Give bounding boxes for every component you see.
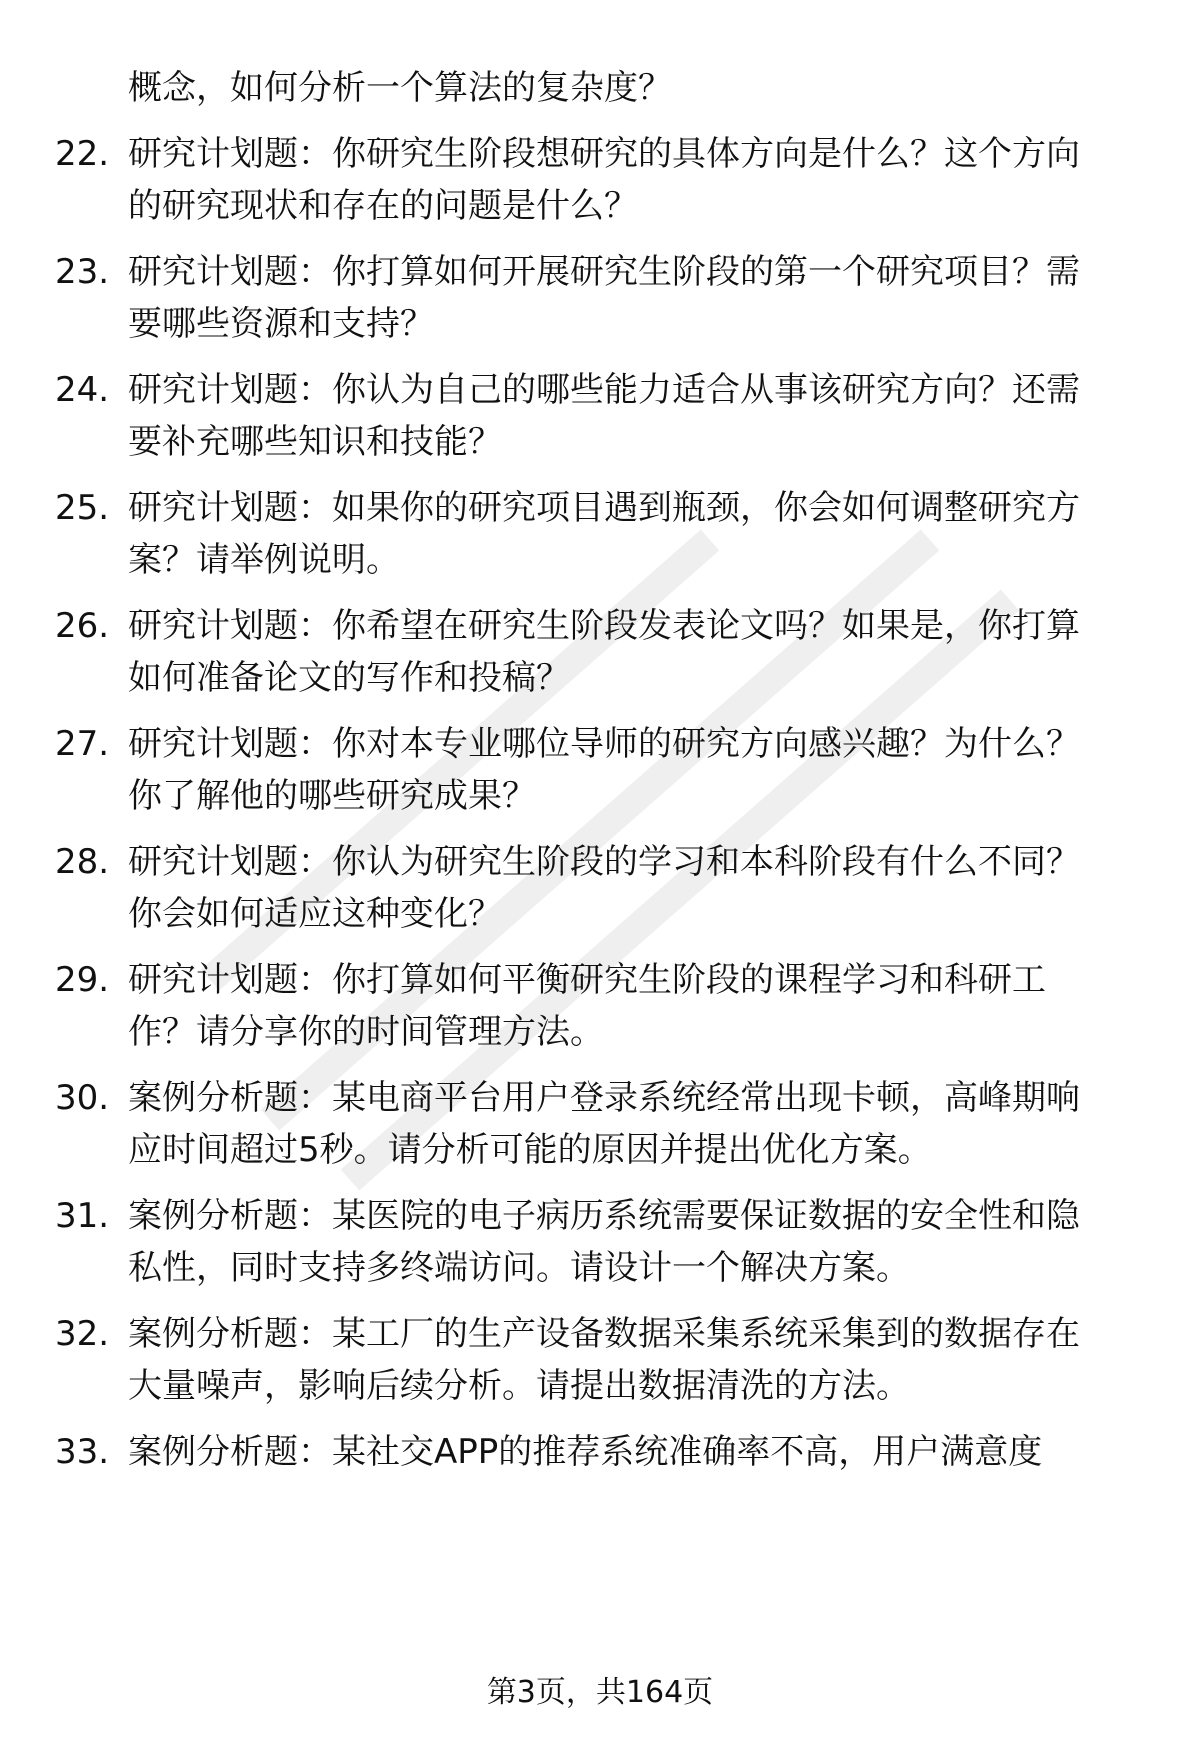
list-item [55,246,1145,350]
item-line: 案？请举例说明。 [128,540,400,580]
item-text [128,128,1138,232]
list-item [55,600,1145,704]
list-item [55,836,1145,940]
item-line: 你会如何适应这种变化？ [128,894,502,934]
item-line: 作？请分享你的时间管理方法。 [128,1012,604,1052]
page-footer: 第3页，共164页 [486,1675,714,1710]
item-line: 研究计划题：你对本专业哪位导师的研究方向感兴趣？为什么？ [128,724,1080,764]
item-line: 的研究现状和存在的问题是什么？ [128,186,638,226]
item-number: 28. [55,842,110,882]
item-number: 26. [55,606,110,646]
item-line: 研究计划题：你认为研究生阶段的学习和本科阶段有什么不同？ [128,842,1080,882]
item-line: 案例分析题：某工厂的生产设备数据采集系统采集到的数据存在 [128,1314,1080,1354]
item-line: 你了解他的哪些研究成果？ [128,776,536,816]
item-number: 31. [55,1196,110,1236]
list-item [55,1190,1145,1294]
item-line: 研究计划题：你打算如何平衡研究生阶段的课程学习和科研工 [128,960,1046,1000]
item-line: 研究计划题：你研究生阶段想研究的具体方向是什么？这个方向 [128,134,1080,174]
item-text [128,836,1138,940]
item-number: 23. [55,252,110,292]
item-line: 研究计划题：你希望在研究生阶段发表论文吗？如果是，你打算 [128,606,1080,646]
item-number: 29. [55,960,110,1000]
item-line: 应时间超过5秒。请分析可能的原因并提出优化方案。 [128,1130,932,1170]
list-item [55,718,1145,822]
item-number: 25. [55,488,110,528]
item-line: 案例分析题：某电商平台用户登录系统经常出现卡顿，高峰期响 [128,1078,1080,1118]
list-item [55,1426,1145,1478]
item-line: 私性，同时支持多终端访问。请设计一个解决方案。 [128,1248,910,1288]
item-number: 30. [55,1078,110,1118]
item-line: 要哪些资源和支持？ [128,304,434,344]
item-number: 27. [55,724,110,764]
continuation-text: 概念，如何分析一个算法的复杂度？ [128,68,672,108]
item-line: 研究计划题：你打算如何开展研究生阶段的第一个研究项目？需 [128,252,1080,292]
item-text [128,954,1138,1058]
item-line: 案例分析题：某社交APP的推荐系统准确率不高，用户满意度 [128,1432,1043,1472]
item-text [128,1308,1138,1412]
item-number: 32. [55,1314,110,1354]
list-item [55,1072,1145,1176]
item-line: 要补充哪些知识和技能？ [128,422,502,462]
item-line: 研究计划题：你认为自己的哪些能力适合从事该研究方向？还需 [128,370,1080,410]
list-item [55,954,1145,1058]
item-number: 33. [55,1432,110,1472]
item-text [128,482,1138,586]
item-line: 如何准备论文的写作和投稿？ [128,658,570,698]
item-text [128,1072,1138,1176]
item-number: 22. [55,134,110,174]
item-text [128,600,1138,704]
list-item [55,128,1145,232]
item-text [128,1426,1138,1478]
item-text [128,718,1138,822]
item-text [128,1190,1138,1294]
list-item [55,482,1145,586]
item-line: 研究计划题：如果你的研究项目遇到瓶颈，你会如何调整研究方 [128,488,1080,528]
item-text [128,246,1138,350]
item-line: 案例分析题：某医院的电子病历系统需要保证数据的安全性和隐 [128,1196,1080,1236]
item-number: 24. [55,370,110,410]
item-text [128,364,1138,468]
list-item [55,1308,1145,1412]
list-item [55,364,1145,468]
item-line: 大量噪声，影响后续分析。请提出数据清洗的方法。 [128,1366,910,1406]
